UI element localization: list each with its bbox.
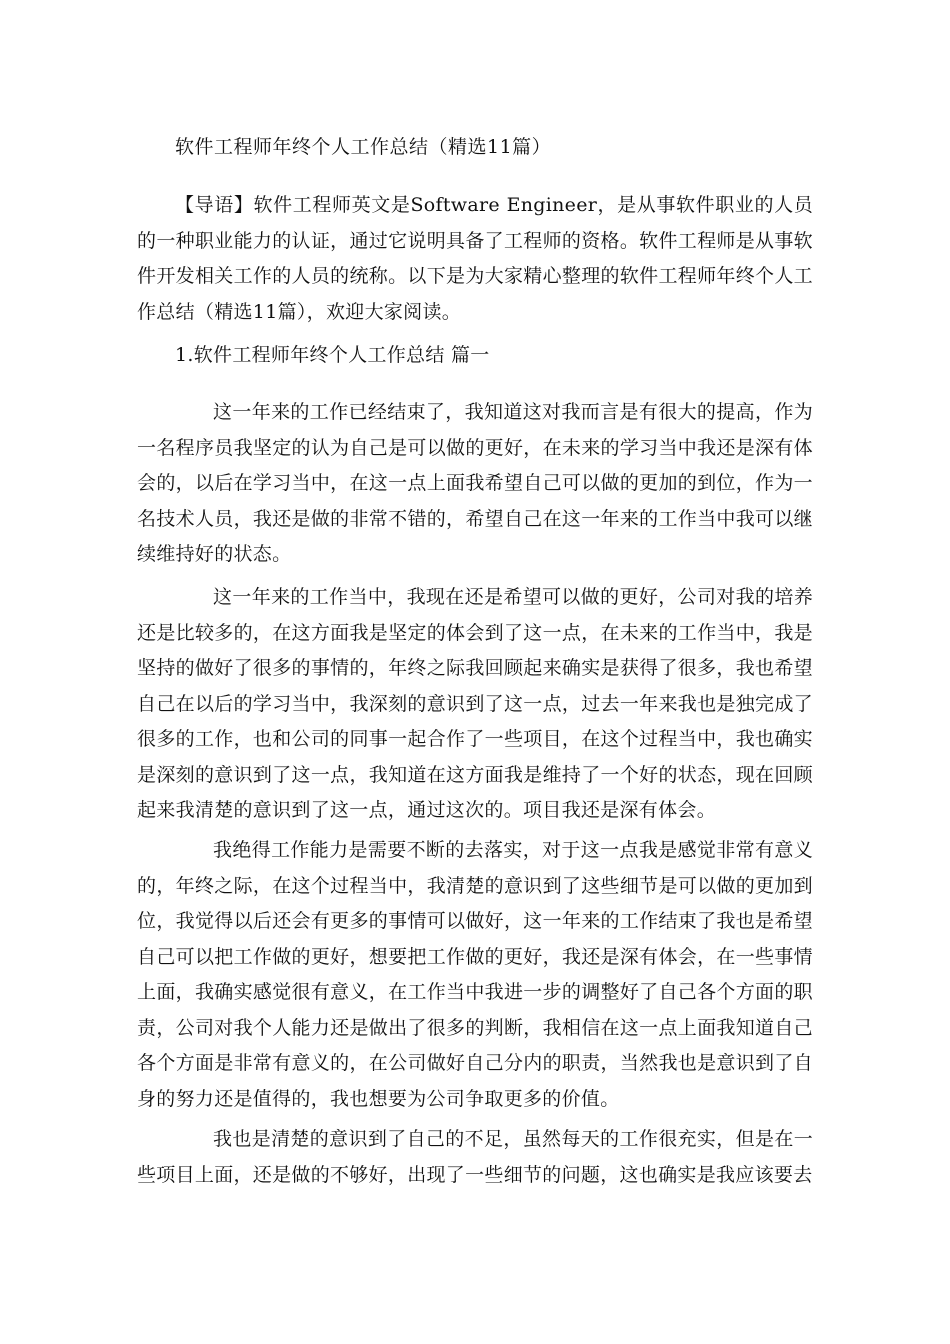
intro-paragraph: 【导语】软件工程师英文是Software Engineer，是从事软件职业的人员的一种职业能力的认证，通过它说明具备了工程师的资格。软件工程师是从事软件开发相关工作的人员的统称。以下是为大家精心整理的软件工程师年终个人工作总结（精选11篇），欢迎大家阅读。 xyxy=(137,194,813,323)
body-paragraph-1 xyxy=(137,395,813,573)
section-heading: 1.软件工程师年终个人工作总结 篇一 xyxy=(175,344,490,366)
body-paragraph-2 xyxy=(137,580,813,829)
paragraph-text: 这一年来的工作已经结束了，我知道这对我而言是有很大的提高，作为一名程序员我坚定的认为自己是可以做的更好，在未来的学习当中我还是深有体会的，以后在学习当中，在这一点上面我希望自己可以做的更加的到位，作为一名技术人员，我还是做的非常不错的，希望自己在这一年来的工作当中我可以继续维持好的状态。 xyxy=(137,401,813,565)
paragraph-text: 我也是清楚的意识到了自己的不足，虽然每天的工作很充实，但是在一些项目上面，还是做的不够好，出现了一些细节的问题，这也确实是我应该要去 xyxy=(137,1128,813,1186)
document-title: 软件工程师年终个人工作总结（精选11篇） xyxy=(175,136,552,158)
intro-block xyxy=(137,188,813,330)
paragraph-text: 我绝得工作能力是需要不断的去落实，对于这一点我是感觉非常有意义的，年终之际，在这个过程当中，我清楚的意识到了这些细节是可以做的更加到位，我觉得以后还会有更多的事情可以做好，这一年来的工作结束了我也是希望自己可以把工作做的更好，想要把工作做的更好，我还是深有体会，在一些事情上面，我确实感觉很有意义，在工作当中我进一步的调整好了自己各个方面的职责，公司对我个人能力还是做出了很多的判断，我相信在这一点上面我知道自己各个方面是非常有意义的，在公司做好自己分内的职责，当然我也是意识到了自身的努力还是值得的，我也想要为公司争取更多的价值。 xyxy=(137,839,813,1110)
body-paragraph-3 xyxy=(137,833,813,1117)
body-paragraph-4 xyxy=(137,1122,813,1193)
paragraph-text: 这一年来的工作当中，我现在还是希望可以做的更好，公司对我的培养还是比较多的，在这方面我是坚定的体会到了这一点，在未来的工作当中，我是坚持的做好了很多的事情的，年终之际我回顾起来确实是获得了很多，我也希望自己在以后的学习当中，我深刻的意识到了这一点，过去一年来我也是独完成了很多的工作，也和公司的同事一起合作了一些项目，在这个过程当中，我也确实是深刻的意识到了这一点，我知道在这方面我是维持了一个好的状态，现在回顾起来我清楚的意识到了这一点，通过这次的。项目我还是深有体会。 xyxy=(137,586,813,821)
